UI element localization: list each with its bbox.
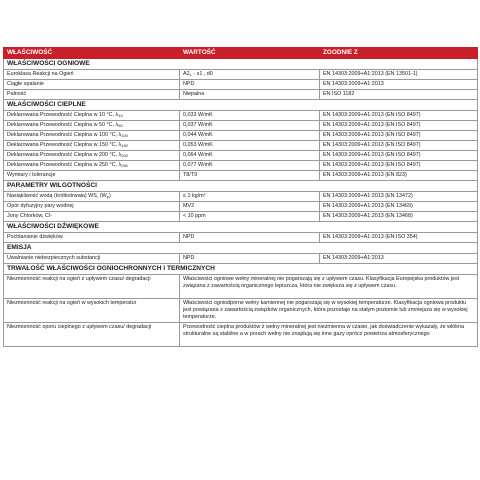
property-cell bbox=[4, 121, 180, 131]
value-cell: < 10 ppm bbox=[180, 212, 320, 222]
header-property: WŁAŚCIWOŚĆ bbox=[4, 48, 180, 59]
table-row bbox=[4, 299, 478, 323]
header-standard: ZGODNIE Z bbox=[320, 48, 478, 59]
value-cell: Niepalna bbox=[180, 90, 320, 100]
property-text: Deklarowana Przewodność Cieplna w 100 °C, λ bbox=[7, 132, 122, 138]
property-subscript: 150 bbox=[121, 143, 128, 148]
table-row bbox=[4, 171, 478, 181]
value-cell: 0,064 W/mK bbox=[180, 151, 320, 161]
table-row bbox=[4, 323, 478, 347]
section-title: TRWAŁOŚĆ WŁAŚCIWOŚCI OGNIOCHRONNYCH I TERMICZNYCH bbox=[4, 264, 478, 275]
property-subscript: 10 bbox=[118, 113, 123, 118]
property-text: Nasiąkliwość wodą (krótkotrwała) WS, (W bbox=[7, 193, 107, 199]
property-text: Deklarowana Przewodność Cieplna w 10 °C, λ bbox=[7, 112, 119, 118]
table-row bbox=[4, 90, 478, 100]
table-row bbox=[4, 131, 478, 141]
property-cell: Opór dyfuzyjny pary wodnej bbox=[4, 202, 180, 212]
property-subscript: 100 bbox=[121, 133, 128, 138]
value-cell: 0,044 W/mK bbox=[180, 131, 320, 141]
property-subscript: 200 bbox=[121, 153, 128, 158]
value-cell: NPD bbox=[180, 233, 320, 243]
description-cell: Przewodność cieplna produktów z wełny mineralnej jest niezmienna w czasie, jak doświadczenie wykazały, że włókna strukturalne są stabilne a w porach wełny nie znajdują się inne gazy oprócz powietrza atmosferycznego bbox=[180, 323, 478, 347]
standard-cell: EN 14303:2009+A1:2013 (EN 13468) bbox=[320, 212, 478, 222]
value-cell: 0,053 W/mK bbox=[180, 141, 320, 151]
value-cell: 0,037 W/mK bbox=[180, 121, 320, 131]
value-cell: 0,033 W/mK bbox=[180, 111, 320, 121]
properties-table bbox=[3, 47, 478, 347]
section-row bbox=[4, 222, 478, 233]
value-cell: 0,077 W/mK bbox=[180, 161, 320, 171]
property-cell bbox=[4, 161, 180, 171]
section-row bbox=[4, 181, 478, 192]
property-cell: Ciągłe spalanie bbox=[4, 80, 180, 90]
table-row bbox=[4, 80, 478, 90]
table-row bbox=[4, 161, 478, 171]
section-row bbox=[4, 243, 478, 254]
standard-cell: EN 14303:2009+A1:2013 (EN ISO 8497) bbox=[320, 111, 478, 121]
property-cell bbox=[4, 192, 180, 202]
property-cell: Niezmienność reakcji na ogień w wysokich temperatur bbox=[4, 299, 180, 323]
section-title: WŁAŚCIWOŚCI CIEPLNE bbox=[4, 100, 478, 111]
property-cell: Niezmienność oporu cieplnego z upływem czasu/ degradacji bbox=[4, 323, 180, 347]
standard-cell: EN ISO 1182 bbox=[320, 90, 478, 100]
header-value: WARTOŚĆ bbox=[180, 48, 320, 59]
standard-cell: EN 14303:2009+A1:2013 (EN ISO 8497) bbox=[320, 161, 478, 171]
value-cell: NPD bbox=[180, 80, 320, 90]
value-cell: MV2 bbox=[180, 202, 320, 212]
value-cell: ≤ 1 kg/m² bbox=[180, 192, 320, 202]
standard-cell: EN 14303:2009+A1:2013 (EN ISO 8497) bbox=[320, 121, 478, 131]
property-text-rest: ) bbox=[108, 193, 111, 199]
table-row bbox=[4, 111, 478, 121]
property-cell: Niezmienność reakcji na ogień z upływem czasu/ degradacji bbox=[4, 275, 180, 299]
table-row bbox=[4, 202, 478, 212]
standard-cell: EN 14303:2009+A1:2013 (EN 13472) bbox=[320, 192, 478, 202]
table-row bbox=[4, 151, 478, 161]
value-subscript: L bbox=[189, 72, 192, 77]
property-text: Deklarowana Przewodność Cieplna w 150 °C, λ bbox=[7, 142, 122, 148]
property-cell: Palność bbox=[4, 90, 180, 100]
property-cell bbox=[4, 151, 180, 161]
table-row bbox=[4, 254, 478, 264]
table-row bbox=[4, 275, 478, 299]
property-text: Deklarowana Przewodność Cieplna w 200 °C, λ bbox=[7, 152, 122, 158]
standard-cell: EN 14303:2009+A1:2013 (EN ISO 354) bbox=[320, 233, 478, 243]
section-row bbox=[4, 100, 478, 111]
description-cell: Właściwości ogniodporne wełny kamiennej nie pogarszają się w wysokiej temperaturze. Klasyfikacja ogniowa produktu jest powiązana z zawartością związków organicznych, która pozostaje na stałym poziomie lub zmniejsza się w wysokiej temperaturze. bbox=[180, 299, 478, 323]
description-cell: Właściwości ogniowe wełny mineralnej nie pogarszają się z upływem czasu. Klasyfikacja Europejska produktów jest związana z zawartością organicznego lepiszcza, która nie zwiększa się z upływem czasu. bbox=[180, 275, 478, 299]
table-header-row bbox=[4, 48, 478, 59]
property-cell: Jony Chlorków, Cl- bbox=[4, 212, 180, 222]
section-row bbox=[4, 264, 478, 275]
section-title: PARAMETRY WILGOTNOŚCI bbox=[4, 181, 478, 192]
standard-cell: EN 14303:2009+A1:2013 (EN ISO 8497) bbox=[320, 131, 478, 141]
property-cell: Euroklasa Reakcji na Ogień bbox=[4, 70, 180, 80]
table-row bbox=[4, 192, 478, 202]
section-title: EMISJA bbox=[4, 243, 478, 254]
standard-cell: EN 14303:2009+A1:2013 (EN ISO 8497) bbox=[320, 151, 478, 161]
value-cell: T8/T9 bbox=[180, 171, 320, 181]
property-text: Deklarowana Przewodność Cieplna w 250 °C, λ bbox=[7, 162, 122, 168]
property-cell: Pochłanianie dźwięków bbox=[4, 233, 180, 243]
standard-cell: EN 14303:2009+A1:2013 (EN ISO 8497) bbox=[320, 141, 478, 151]
properties-table-container bbox=[3, 47, 477, 347]
property-cell bbox=[4, 111, 180, 121]
value-cell: NPD bbox=[180, 254, 320, 264]
section-title: WŁAŚCIWOŚCI DŹWIĘKOWE bbox=[4, 222, 478, 233]
property-subscript: 50 bbox=[118, 123, 123, 128]
section-row bbox=[4, 59, 478, 70]
standard-cell: EN 14303:2009+A1:2013 bbox=[320, 80, 478, 90]
table-row bbox=[4, 70, 478, 80]
table-row bbox=[4, 212, 478, 222]
property-cell bbox=[4, 141, 180, 151]
value-cell bbox=[180, 70, 320, 80]
table-row bbox=[4, 233, 478, 243]
standard-cell: EN 14303:2009+A1:2013 (EN 823) bbox=[320, 171, 478, 181]
value-text: A2 bbox=[183, 71, 190, 77]
standard-cell: EN 14303:2009+A1:2013 bbox=[320, 254, 478, 264]
property-text: Deklarowana Przewodność Cieplna w 50 °C, λ bbox=[7, 122, 119, 128]
property-cell bbox=[4, 131, 180, 141]
table-row bbox=[4, 141, 478, 151]
section-title: WŁAŚCIWOŚCI OGNIOWE bbox=[4, 59, 478, 70]
standard-cell: EN 14303:2009+A1:2013 (EN 13501-1) bbox=[320, 70, 478, 80]
property-cell: Uwalnianie niebezpiecznych substancji bbox=[4, 254, 180, 264]
table-row bbox=[4, 121, 478, 131]
standard-cell: EN 14303:2009+A1:2013 (EN 13469) bbox=[320, 202, 478, 212]
property-cell: Wymiary i tolerancje bbox=[4, 171, 180, 181]
property-subscript: p bbox=[106, 194, 109, 199]
property-subscript: 250 bbox=[121, 163, 128, 168]
value-text-rest: - s1 , d0 bbox=[191, 71, 213, 77]
